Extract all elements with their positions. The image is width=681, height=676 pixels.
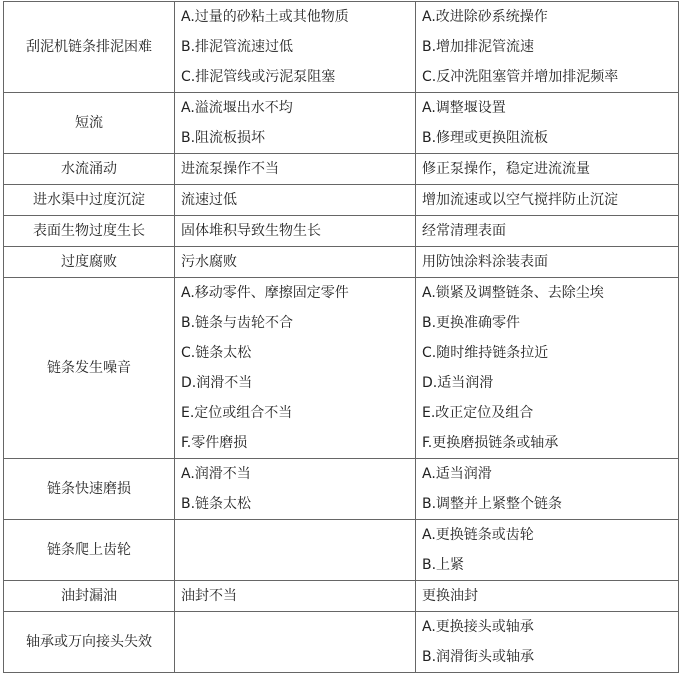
remedy-cell (416, 278, 679, 459)
remedy-item: B.润滑街头或轴承 (422, 649, 535, 665)
table-row (4, 185, 679, 216)
table-row (4, 154, 679, 185)
cause-item: E.定位或组合不当 (181, 405, 293, 421)
table-row (4, 247, 679, 278)
fault-cell: 进水渠中过度沉淀 (4, 185, 175, 216)
remedy-item: E.改正定位及组合 (422, 405, 534, 421)
cause-item: B.阻流板损坏 (181, 130, 266, 146)
remedy-item: F.更换磨损链条或轴承 (422, 435, 559, 451)
remedy-item: B.上紧 (422, 557, 465, 573)
fault-cell: 链条发生噪音 (4, 278, 175, 459)
remedy-item: 修正泵操作，稳定进流流量 (422, 161, 590, 177)
fault-cell: 表面生物过度生长 (4, 216, 175, 247)
cause-item: C.排泥管线或污泥泵阻塞 (181, 69, 336, 85)
cause-item: A.润滑不当 (181, 466, 251, 482)
remedy-item: A.改进除砂系统操作 (422, 9, 548, 25)
cause-item: A.移动零件、摩擦固定零件 (181, 285, 349, 301)
remedy-cell (416, 185, 679, 216)
remedy-cell (416, 154, 679, 185)
table-row (4, 278, 679, 459)
cause-cell (175, 247, 416, 278)
fault-cell: 链条快速磨损 (4, 459, 175, 520)
cause-item: 污水腐败 (181, 254, 237, 270)
table-row (4, 459, 679, 520)
cause-cell (175, 216, 416, 247)
remedy-cell (416, 612, 679, 673)
cause-cell (175, 185, 416, 216)
table-row (4, 93, 679, 154)
remedy-item: 增加流速或以空气搅拌防止沉淀 (422, 192, 618, 208)
fault-cell: 水流涌动 (4, 154, 175, 185)
remedy-item: C.反冲洗阻塞管并增加排泥频率 (422, 69, 619, 85)
remedy-cell (416, 581, 679, 612)
cause-cell (175, 459, 416, 520)
cause-cell (175, 2, 416, 93)
cause-item: F.零件磨损 (181, 435, 248, 451)
cause-item: A.过量的砂粘土或其他物质 (181, 9, 349, 25)
cause-cell (175, 154, 416, 185)
remedy-item: D.适当润滑 (422, 375, 494, 391)
remedy-item: 更换油封 (422, 588, 478, 604)
fault-cell: 过度腐败 (4, 247, 175, 278)
remedy-cell (416, 93, 679, 154)
remedy-cell (416, 2, 679, 93)
table-row (4, 2, 679, 93)
cause-cell (175, 581, 416, 612)
table-row (4, 612, 679, 673)
cause-item: A.溢流堰出水不均 (181, 100, 293, 116)
fault-cell: 油封漏油 (4, 581, 175, 612)
remedy-item: A.锁紧及调整链条、去除尘埃 (422, 285, 604, 301)
remedy-item: B.调整并上紧整个链条 (422, 496, 563, 512)
remedy-item: 用防蚀涂料涂装表面 (422, 254, 548, 270)
remedy-item: 经常清理表面 (422, 223, 506, 239)
cause-item: 油封不当 (181, 588, 237, 604)
troubleshooting-table (3, 1, 679, 673)
remedy-item: A.调整堰设置 (422, 100, 506, 116)
cause-item: B.链条与齿轮不合 (181, 315, 294, 331)
fault-cell: 刮泥机链条排泥困难 (4, 2, 175, 93)
table-row (4, 520, 679, 581)
remedy-item: A.更换链条或齿轮 (422, 527, 534, 543)
remedy-item: A.更换接头或轴承 (422, 619, 534, 635)
cause-cell (175, 520, 416, 581)
remedy-item: B.增加排泥管流速 (422, 39, 535, 55)
cause-cell (175, 612, 416, 673)
cause-cell (175, 278, 416, 459)
table-row (4, 581, 679, 612)
remedy-item: C.随时维持链条拉近 (422, 345, 549, 361)
cause-item: 流速过低 (181, 192, 237, 208)
remedy-item: B.修理或更换阻流板 (422, 130, 549, 146)
cause-item: B.排泥管流速过低 (181, 39, 294, 55)
table-row (4, 216, 679, 247)
cause-cell (175, 93, 416, 154)
cause-item: C.链条太松 (181, 345, 252, 361)
cause-item: B.链条太松 (181, 496, 252, 512)
table-body (4, 2, 679, 673)
remedy-cell (416, 459, 679, 520)
remedy-item: A.适当润滑 (422, 466, 492, 482)
cause-item: 进流泵操作不当 (181, 161, 279, 177)
fault-cell: 链条爬上齿轮 (4, 520, 175, 581)
fault-cell: 轴承或万向接头失效 (4, 612, 175, 673)
fault-cell: 短流 (4, 93, 175, 154)
remedy-cell (416, 247, 679, 278)
cause-item: 固体堆积导致生物生长 (181, 223, 321, 239)
remedy-cell (416, 520, 679, 581)
cause-item: D.润滑不当 (181, 375, 253, 391)
remedy-item: B.更换准确零件 (422, 315, 521, 331)
remedy-cell (416, 216, 679, 247)
